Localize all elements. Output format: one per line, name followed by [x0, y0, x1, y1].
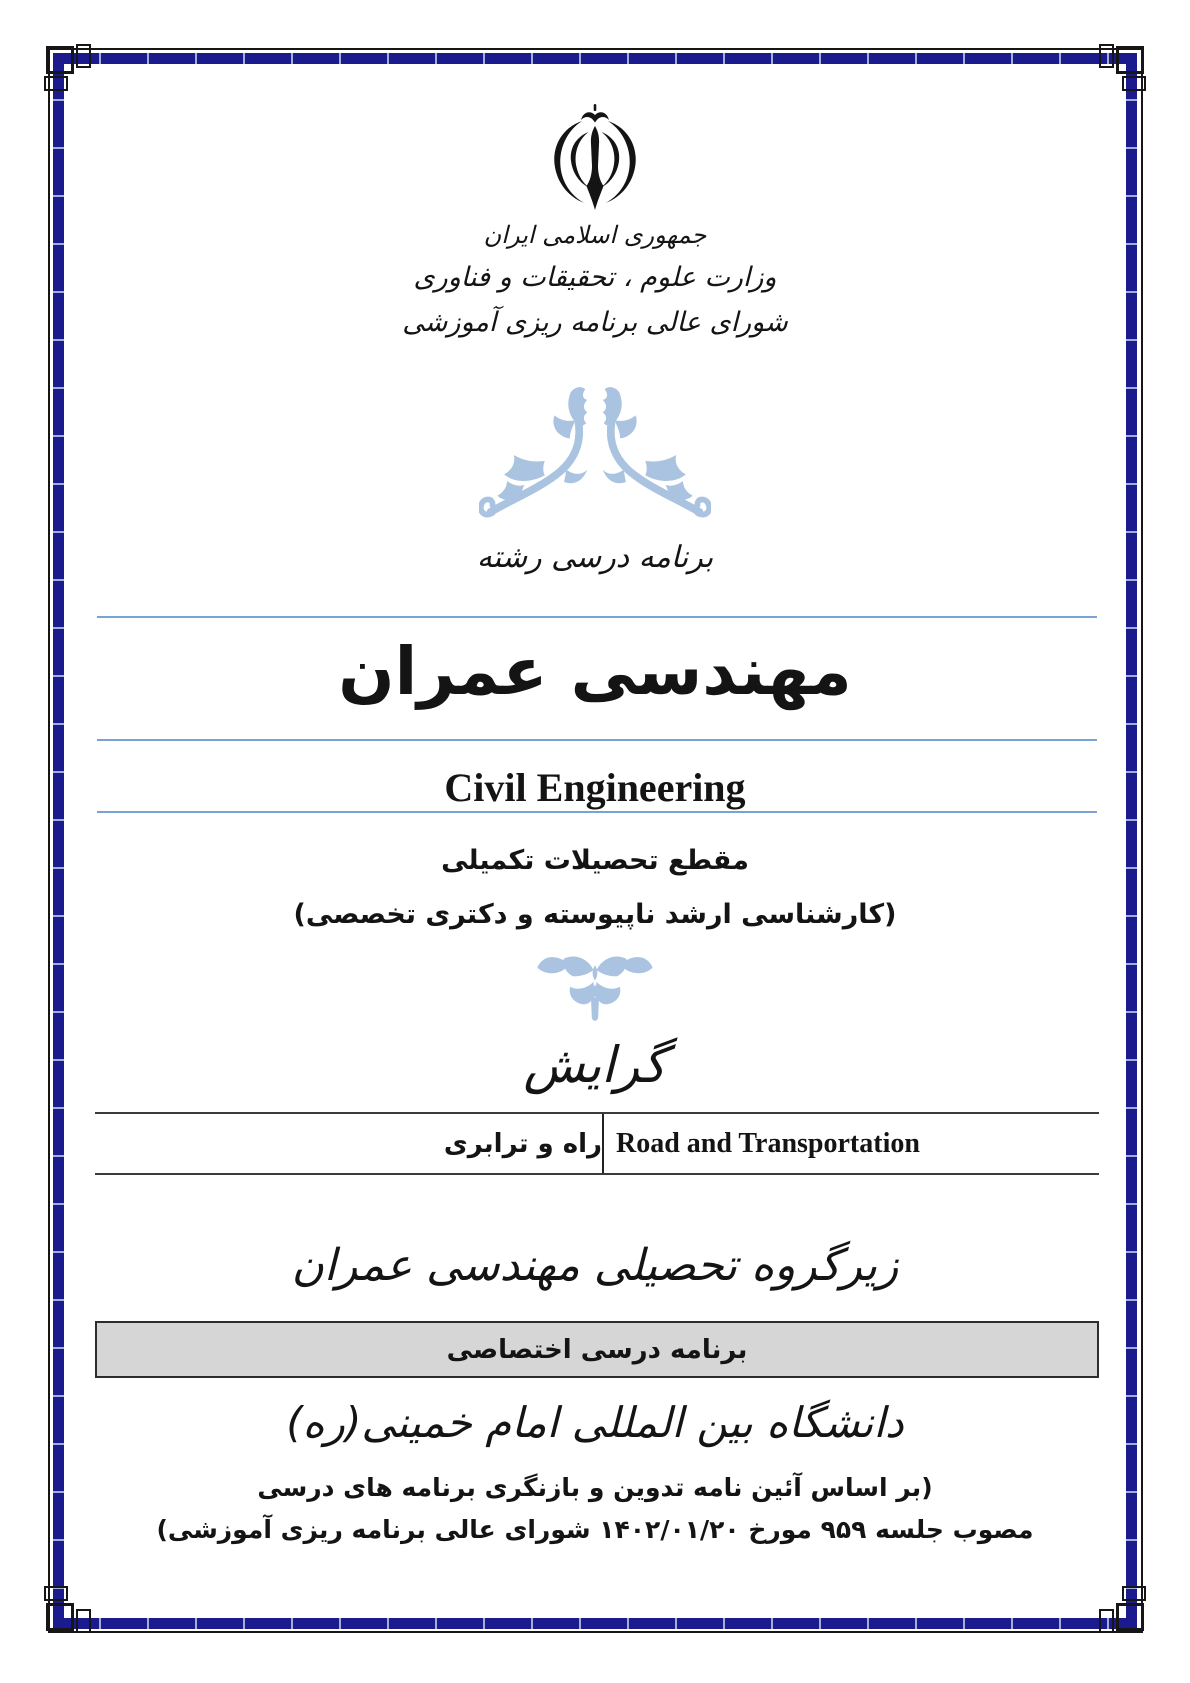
page-border-band-top	[53, 53, 1137, 64]
university-line: دانشگاه بین المللی امام خمینی(ره)	[286, 1398, 904, 1447]
orientation-cell-en	[604, 1114, 1099, 1173]
subgroup-line: زیرگروه تحصیلی مهندسی عمران	[291, 1240, 899, 1291]
page-border-band-right	[1126, 53, 1137, 1629]
approval-line-1: (بر اساس آئین نامه تدوین و بازنگری برنامه های درسی	[257, 1473, 933, 1502]
divider-rule-bottom	[97, 811, 1097, 813]
program-title-en: Civil Engineering	[444, 765, 746, 810]
degree-level-title: مقطع تحصیلات تکمیلی	[441, 845, 749, 876]
orientation-cell-fa	[95, 1114, 604, 1173]
orientation-section-label: گرایش	[523, 1036, 667, 1094]
orientation-name-en: Road and Transportation	[616, 1127, 920, 1159]
program-title-fa: مهندسی عمران	[338, 633, 852, 710]
page-border-band-left	[53, 53, 64, 1629]
orientation-name-fa: راه و ترابری	[443, 1128, 602, 1159]
degree-level-detail: (کارشناسی ارشد ناپیوسته و دکتری تخصصی)	[293, 899, 897, 930]
page-border-band-bottom	[53, 1618, 1137, 1629]
divider-rule-middle	[97, 739, 1097, 741]
orientation-table	[95, 1112, 1099, 1175]
ministry-line: وزارت علوم ، تحقیقات و فناوری	[413, 262, 777, 293]
floral-finial-icon	[527, 944, 663, 1028]
border-corner-bottom-left	[40, 1537, 140, 1637]
border-corner-top-left	[40, 40, 140, 140]
specialized-curriculum-banner	[95, 1321, 1099, 1378]
approval-line-2: مصوب جلسه ۹۵۹ مورخ ۱۴۰۲/۰۱/۲۰ شورای عالی برنامه ریزی آموزشی)	[156, 1515, 1034, 1544]
banner-label: برنامه درسی اختصاصی	[446, 1334, 748, 1365]
divider-rule-top	[97, 616, 1097, 618]
country-line: جمهوری اسلامی ایران	[483, 221, 707, 249]
council-line: شورای عالی برنامه ریزی آموزشی	[402, 307, 788, 338]
program-intro-label: برنامه درسی رشته	[476, 540, 714, 575]
border-corner-top-right	[1050, 40, 1150, 140]
border-corner-bottom-right	[1050, 1537, 1150, 1637]
floral-flourish-icon	[479, 386, 711, 522]
iran-national-emblem-icon	[545, 104, 645, 216]
